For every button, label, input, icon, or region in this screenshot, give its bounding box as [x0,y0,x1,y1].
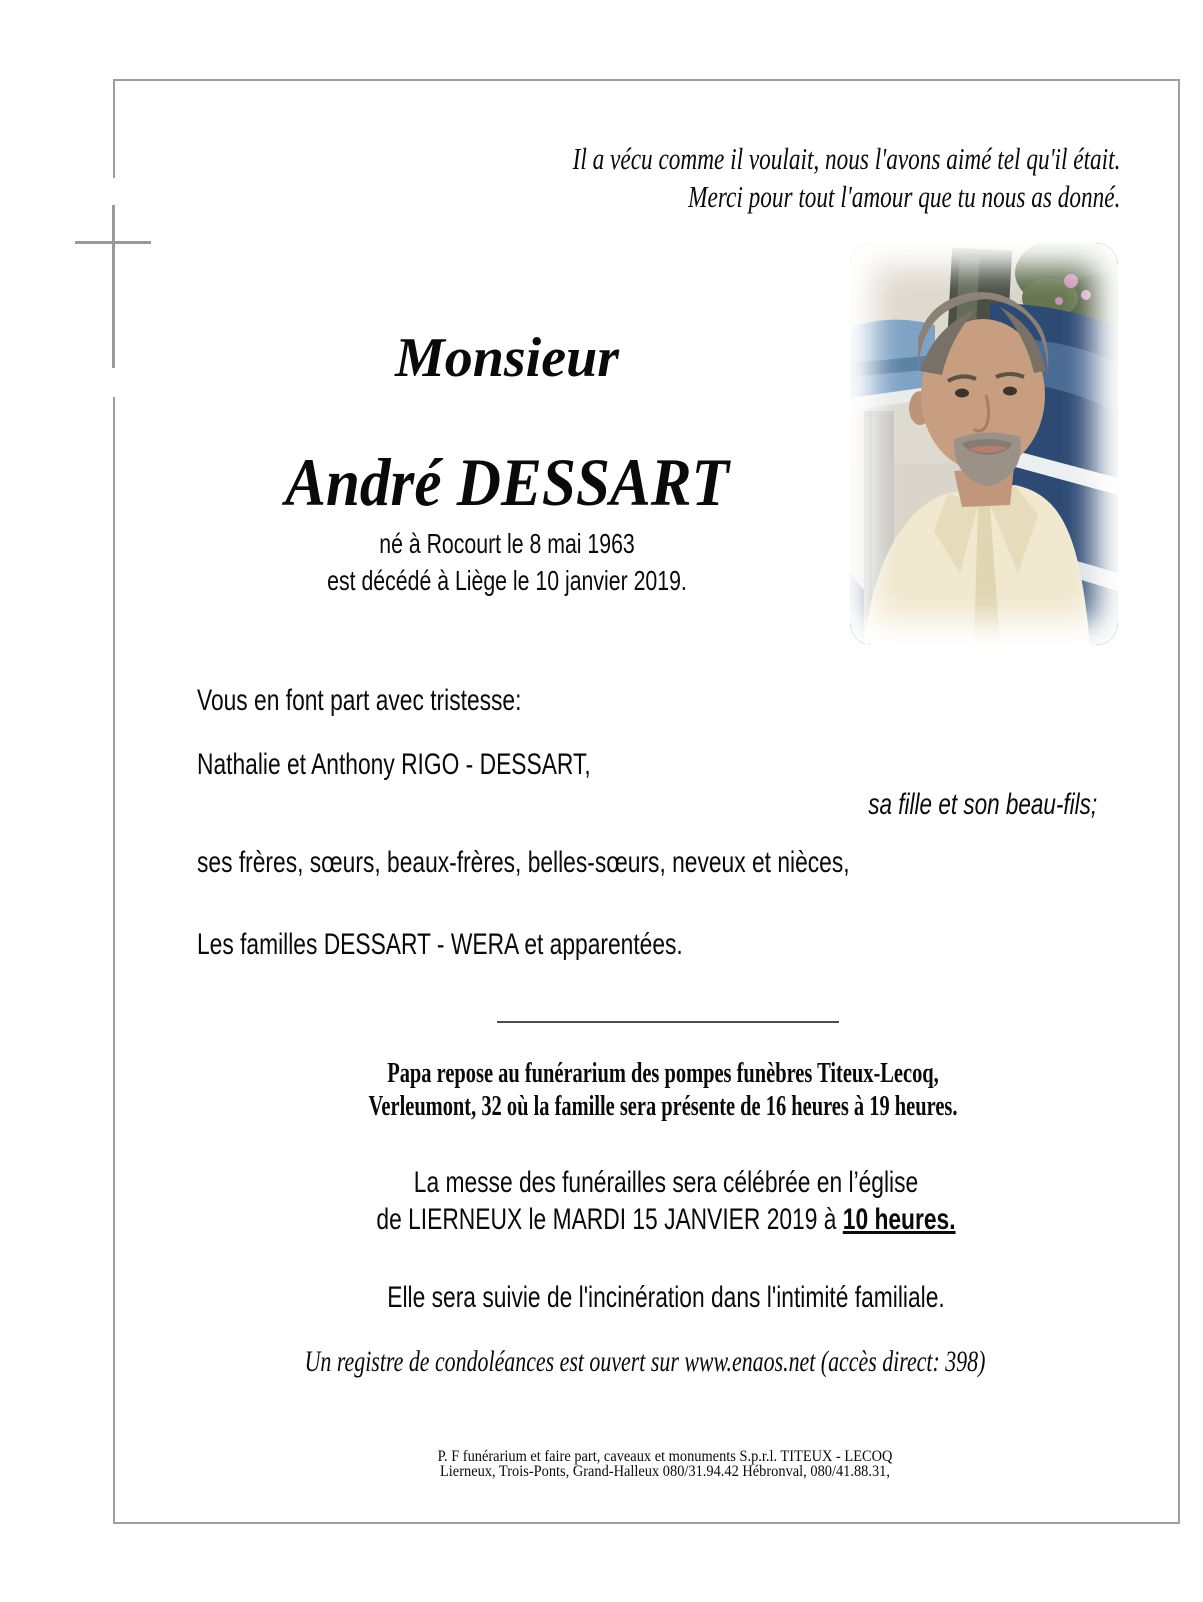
repose-line-1: Papa repose au funérarium des pompes funèbres Titeux-Lecoq, [387,1058,939,1089]
quote-line-2: Merci pour tout l'amour que tu nous as donné. [687,179,1120,214]
frame-left-upper [113,79,115,178]
daughter-relation: sa fille et son beau-fils; [868,788,1097,821]
deceased-name: André DESSART [285,444,729,520]
announcement-intro: Vous en font part avec tristesse: [197,684,522,717]
frame-right [1178,79,1180,1524]
register-line: Un registre de condoléances est ouvert sur www.enaos.net (accès direct: 398) [304,1345,986,1378]
frame-left-lower [113,397,115,1524]
siblings-line: ses frères, sœurs, beaux-frères, belles-sœurs, neveux et nièces, [197,846,850,879]
footer-line-2: Lierneux, Trois-Ponts, Grand-Halleux 080/31.94.42 Hébronval, 080/41.88.31, [440,1463,890,1480]
frame-top [113,79,1180,81]
frame-bottom [113,1522,1180,1524]
footer-line-1: P. F funérarium et faire part, caveaux et monuments S.p.r.l. TITEUX - LECOQ [437,1448,893,1465]
civility-title: Monsieur [394,327,620,389]
mass-line-1: La messe des funérailles sera célébrée en l’église [413,1166,919,1199]
section-divider [497,1021,839,1023]
memorial-quote [572,140,1120,216]
mass-line-2 [160,1205,1172,1235]
mass-time: 10 heures. [842,1203,956,1236]
mass-line-2-prefix: de LIERNEUX le MARDI 15 JANVIER 2019 à [376,1203,843,1236]
birth-line: né à Rocourt le 8 mai 1963 [379,528,635,559]
families-line: Les familles DESSART - WERA et apparentées. [197,928,683,961]
funeral-home-footer [67,1449,1203,1479]
death-line: est décédé à Liège le 10 janvier 2019. [327,565,687,596]
quote-line-1: Il a vécu comme il voulait, nous l'avons aimé tel qu'il était. [572,141,1120,176]
repose-line-2: Verleumont, 32 où la famille sera présente de 16 heures à 19 heures. [368,1091,958,1122]
cremation-line: Elle sera suivie de l'incinération dans l'intimité familiale. [387,1281,945,1314]
daughter-line: Nathalie et Anthony RIGO - DESSART, [197,748,591,781]
